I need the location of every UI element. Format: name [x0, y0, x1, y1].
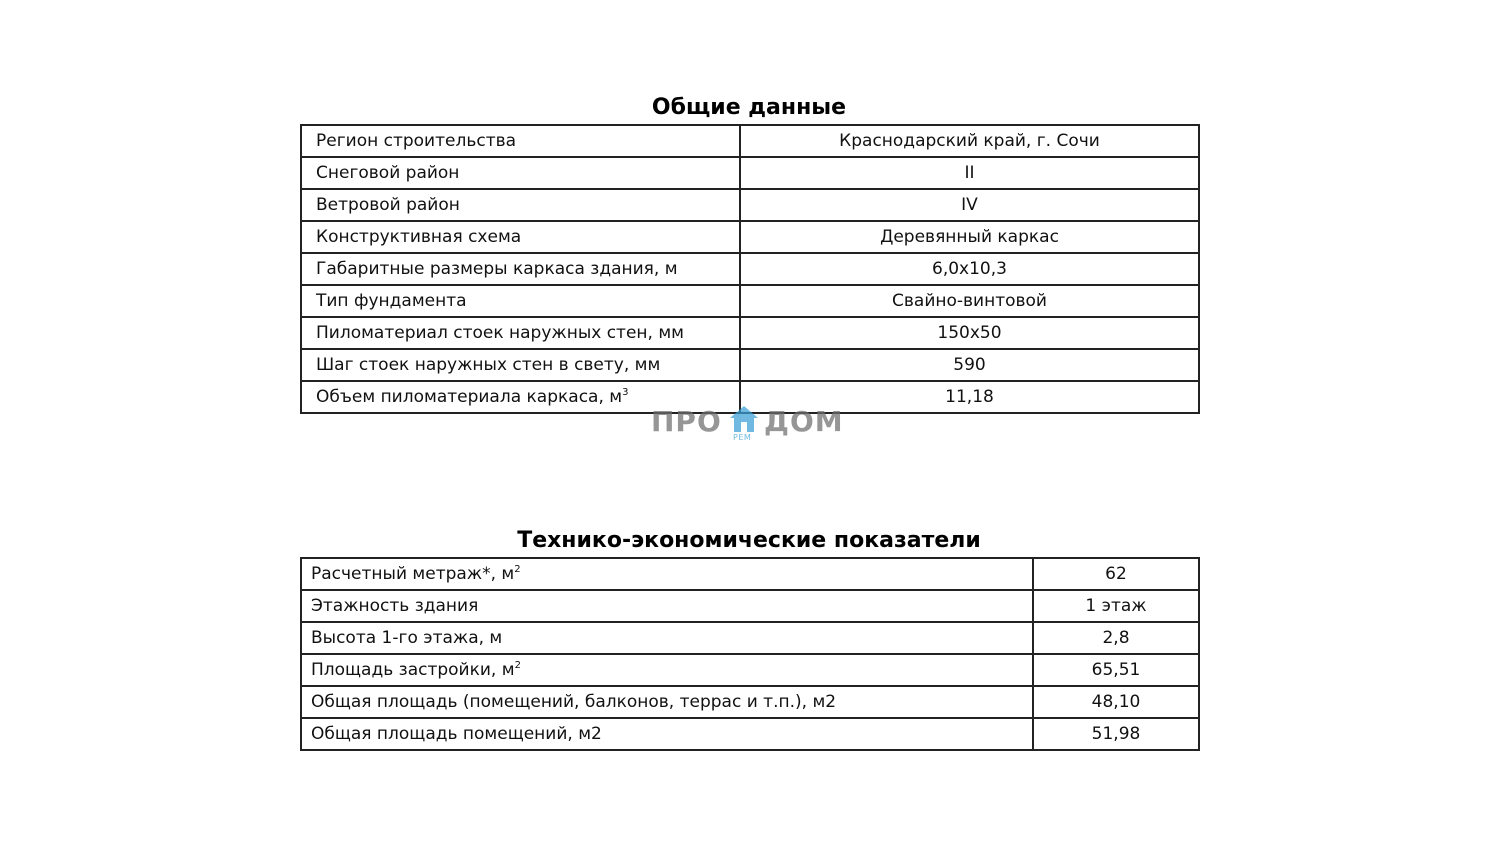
row-label: Шаг стоек наружных стен в свету, мм: [301, 349, 740, 381]
row-label: Этажность здания: [301, 590, 1033, 622]
tech-indicators-title: Технико-экономические показатели: [517, 528, 981, 553]
table-row: [301, 349, 1199, 381]
row-value: 65,51: [1033, 654, 1199, 686]
watermark-logo: [651, 404, 851, 446]
table-row: [301, 125, 1199, 157]
watermark-text-left: ПРО: [651, 405, 722, 438]
row-label: Общая площадь (помещений, балконов, террас и т.п.), м2: [301, 686, 1033, 718]
table-row: [301, 285, 1199, 317]
row-label: Регион строительства: [301, 125, 740, 157]
row-label: Пиломатериал стоек наружных стен, мм: [301, 317, 740, 349]
watermark-text-right: ДОМ: [764, 405, 844, 438]
table-row: [301, 221, 1199, 253]
table-row: [301, 189, 1199, 221]
row-value: IV: [740, 189, 1199, 221]
row-label: Расчетный метраж*, $м^2$: [301, 558, 1033, 590]
row-value: Деревянный каркас: [740, 221, 1199, 253]
row-label: Высота 1-го этажа, м: [301, 622, 1033, 654]
superscript: 3: [622, 387, 629, 398]
house-icon: [729, 404, 759, 434]
table-row: [301, 253, 1199, 285]
row-label: Ветровой район: [301, 189, 740, 221]
table-row: [301, 157, 1199, 189]
row-label: Площадь застройки, $м^2$: [301, 654, 1033, 686]
row-value: Краснодарский край, г. Сочи: [740, 125, 1199, 157]
table-row: [301, 622, 1199, 654]
row-value: 150x50: [740, 317, 1199, 349]
row-label: Конструктивная схема: [301, 221, 740, 253]
table-row: [301, 590, 1199, 622]
watermark-subtext: РЕМ: [733, 433, 752, 442]
table-row: [301, 558, 1199, 590]
superscript: 2: [514, 660, 521, 671]
row-label: Снеговой район: [301, 157, 740, 189]
table-row: [301, 686, 1199, 718]
row-label: Общая площадь помещений, м2: [301, 718, 1033, 750]
row-value: 590: [740, 349, 1199, 381]
table-row: [301, 718, 1199, 750]
row-value: 48,10: [1033, 686, 1199, 718]
row-value: 2,8: [1033, 622, 1199, 654]
table-row: [301, 654, 1199, 686]
row-value: 1 этаж: [1033, 590, 1199, 622]
row-label: Габаритные размеры каркаса здания, м: [301, 253, 740, 285]
row-value: Свайно-винтовой: [740, 285, 1199, 317]
row-value: II: [740, 157, 1199, 189]
general-data-table: [300, 124, 1200, 414]
superscript: 2: [514, 564, 521, 575]
row-label: Тип фундамента: [301, 285, 740, 317]
row-value: 11,18: [740, 381, 1199, 413]
general-data-title: Общие данные: [651, 95, 847, 120]
tech-indicators-table: [300, 557, 1200, 751]
row-value: 62: [1033, 558, 1199, 590]
row-value: 6,0x10,3: [740, 253, 1199, 285]
row-label: Объем пиломатериала каркаса, $м^3$: [301, 381, 740, 413]
row-value: 51,98: [1033, 718, 1199, 750]
table-row: [301, 317, 1199, 349]
